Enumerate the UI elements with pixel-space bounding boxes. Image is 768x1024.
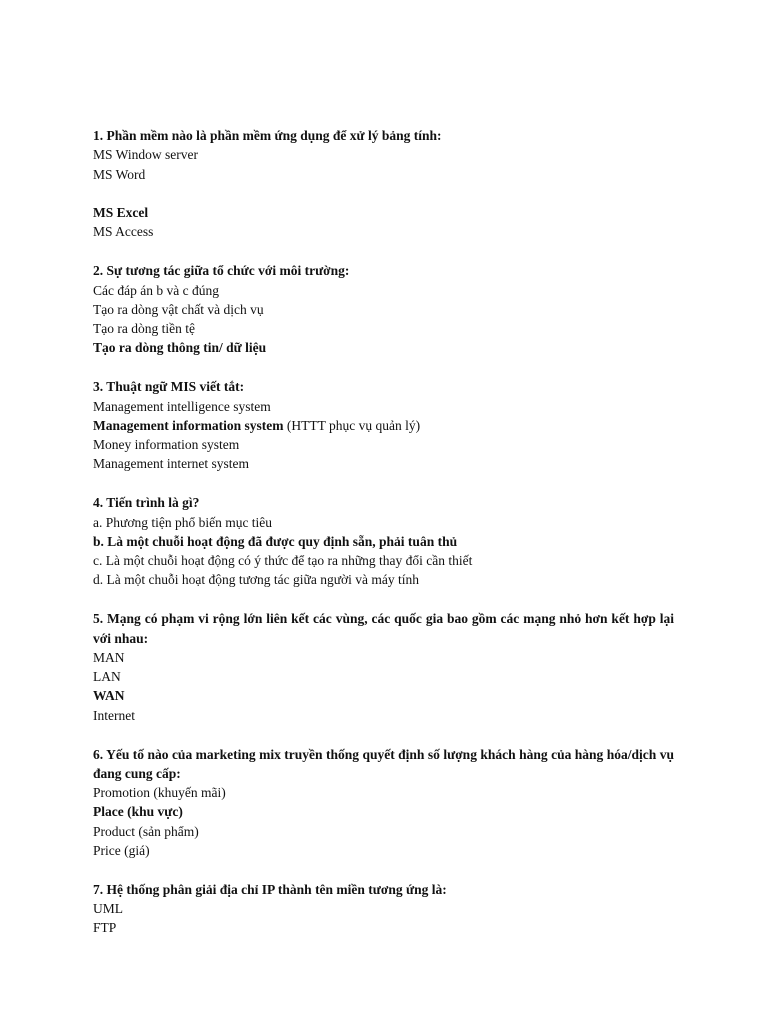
answer-option: c. Là một chuỗi hoạt động có ý thức để tạo ra những thay đổi cần thiết — [93, 553, 473, 569]
question-title: 1. Phần mềm nào là phần mềm ứng dụng để xử lý bảng tính: — [93, 128, 442, 143]
answer-option: Price (giá) — [93, 843, 150, 858]
correct-answer-option: MS Excel — [93, 205, 149, 221]
question-7 — [93, 880, 674, 938]
question-title: 2. Sự tương tác giữa tổ chức với môi trường: — [93, 263, 350, 279]
answer-option: Các đáp án b và c đúng — [93, 282, 219, 298]
question-2 — [93, 261, 674, 357]
question-title: 6. Yếu tố nào của marketing mix truyền thống quyết định số lượng khách hàng của hàng hóa/dịch vụ đang cung cấp: — [93, 746, 674, 781]
answer-option: MAN — [93, 649, 125, 665]
answer-option: a. Phương tiện phổ biến mục tiêu — [93, 514, 273, 530]
answer-option: Money information system — [93, 437, 240, 453]
correct-answer-option: WAN — [93, 688, 125, 704]
blank-line — [93, 184, 674, 203]
answer-option: UML — [93, 901, 123, 917]
question-title: 4. Tiến trình là gì? — [93, 495, 200, 511]
answer-option: Management intelligence system — [93, 398, 271, 414]
question-5 — [93, 609, 674, 725]
question-title: 5. Mạng có phạm vi rộng lớn liên kết các vùng, các quốc gia bao gồm các mạng nhỏ hơn kết hợp lại với nhau: — [93, 611, 674, 646]
question-1 — [93, 126, 674, 242]
question-6 — [93, 745, 674, 861]
correct-answer-text: Management information system — [93, 417, 284, 433]
answer-option: Internet — [93, 707, 135, 723]
correct-answer-option — [93, 416, 674, 435]
answer-option: d. Là một chuỗi hoạt động tương tác giữa người và máy tính — [93, 572, 420, 588]
answer-option: MS Word — [93, 166, 146, 182]
answer-option: Product (sản phẩm) — [93, 823, 199, 839]
answer-option: MS Window server — [93, 147, 198, 163]
correct-answer-option: Tạo ra dòng thông tin/ dữ liệu — [93, 340, 267, 356]
question-4 — [93, 493, 674, 589]
question-title: 7. Hệ thống phân giải địa chỉ IP thành tên miền tương ứng là: — [93, 881, 447, 897]
answer-option: LAN — [93, 669, 121, 685]
answer-note: (HTTT phục vụ quản lý) — [283, 417, 421, 433]
answer-option: Tạo ra dòng vật chất và dịch vụ — [93, 301, 264, 317]
answer-option: FTP — [93, 920, 117, 936]
correct-answer-option: Place (khu vực) — [93, 804, 183, 820]
document-page — [93, 126, 674, 957]
question-3 — [93, 377, 674, 473]
question-title: 3. Thuật ngữ MIS viết tắt: — [93, 379, 245, 395]
correct-answer-option: b. Là một chuỗi hoạt động đã được quy định sẵn, phải tuân thủ — [93, 533, 458, 549]
answer-option: MS Access — [93, 224, 154, 240]
answer-option: Management internet system — [93, 456, 249, 472]
answer-option: Tạo ra dòng tiền tệ — [93, 321, 195, 337]
answer-option: Promotion (khuyến mãi) — [93, 785, 226, 801]
